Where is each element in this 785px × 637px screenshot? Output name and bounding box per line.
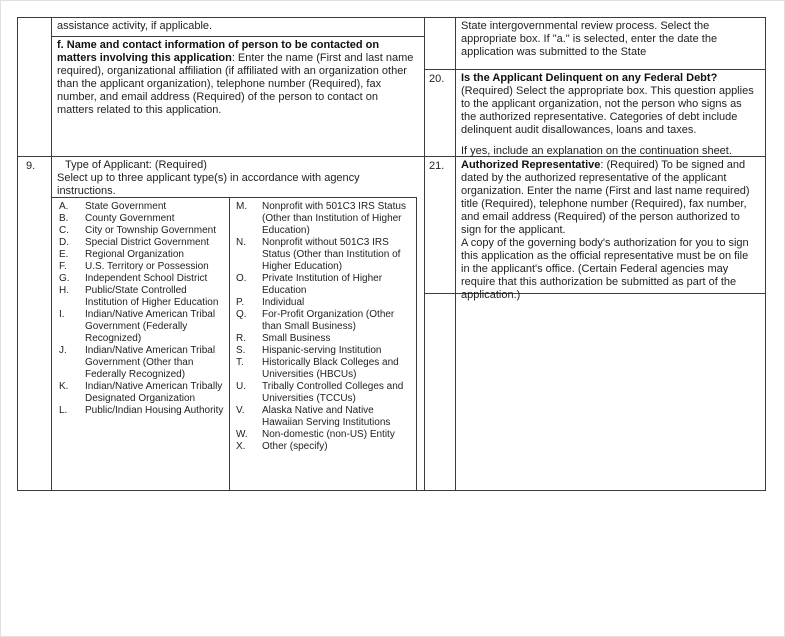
applicant-type-label: Nonprofit with 501C3 IRS Status (Other than Institution of Higher Education) — [262, 201, 406, 236]
item8f-heading: f. Name and contact information of person to be contacted on matters involving this application — [57, 39, 380, 64]
row-empty — [425, 294, 765, 490]
applicant-type-item — [236, 237, 414, 273]
applicant-type-item — [236, 405, 414, 429]
applicant-type-item — [59, 381, 227, 405]
applicant-type-letter: L. — [59, 405, 68, 416]
applicant-type-letter: O. — [236, 273, 247, 284]
item19-continuation-text: State intergovernmental review process. Select the appropriate box. If "a." is selected, enter the date the application was submitted to the State — [461, 20, 718, 58]
applicant-type-item — [59, 201, 227, 213]
applicant-type-label: Special District Government — [85, 237, 209, 248]
applicant-type-item — [59, 285, 227, 309]
applicant-type-item — [59, 213, 227, 225]
applicant-type-label: County Government — [85, 213, 175, 224]
applicant-type-label: Hispanic-serving Institution — [262, 345, 382, 356]
item9-content — [52, 157, 424, 490]
item21-number: 21. — [425, 157, 456, 293]
item9-title: Type of Applicant: (Required) — [65, 159, 207, 171]
applicant-type-item — [236, 441, 414, 453]
item20-note: If yes, include an explanation on the continuation sheet. — [461, 145, 732, 157]
applicant-type-item — [59, 273, 227, 285]
item-number-cell-empty — [425, 18, 456, 69]
applicant-type-letter: I. — [59, 309, 65, 320]
applicant-type-item — [236, 429, 414, 441]
applicant-type-letter: B. — [59, 213, 69, 224]
item20-content — [456, 70, 765, 156]
applicant-type-label: Public/Indian Housing Authority — [85, 405, 224, 416]
table-left-half — [18, 18, 425, 490]
applicant-type-label: Indian/Native American Tribally Designated Organization — [85, 381, 223, 404]
item8f-body: : Enter the name (First and last name required), organizational affiliation (if affiliated with an organization other than the applicant organization), telephone number (Required), fax number, and email address (Required) of the person to contact on matters related to this application. — [57, 52, 414, 116]
applicant-type-item — [59, 309, 227, 345]
applicant-type-letter: V. — [236, 405, 245, 416]
row-item19-continuation — [425, 18, 765, 70]
applicant-types-list-1 — [59, 201, 227, 417]
applicant-type-letter: W. — [236, 429, 248, 440]
instructions-table — [17, 17, 766, 491]
applicant-type-letter: J. — [59, 345, 67, 356]
applicant-types-list-2 — [236, 201, 414, 453]
applicant-types-col1 — [52, 198, 230, 490]
applicant-type-label: Indian/Native American Tribal Government (Other than Federally Recognized) — [85, 345, 216, 380]
applicant-type-item — [236, 309, 414, 333]
applicant-type-letter: N. — [236, 237, 246, 248]
applicant-type-label: Other (specify) — [262, 441, 328, 452]
applicant-type-letter: X. — [236, 441, 246, 452]
applicant-type-label: State Government — [85, 201, 167, 212]
applicant-type-item — [236, 381, 414, 405]
applicant-type-letter: S. — [236, 345, 246, 356]
item21-heading: Authorized Representative — [461, 159, 601, 171]
applicant-type-item — [236, 273, 414, 297]
item8-continuation-text: assistance activity, if applicable. — [57, 20, 213, 32]
applicant-type-item — [236, 297, 414, 309]
applicant-type-label: Small Business — [262, 333, 331, 344]
applicant-type-label: Public/State Controlled Institution of Higher Education — [85, 285, 219, 308]
item21-body: : (Required) To be signed and dated by the authorized representative of the applicant organization. Enter the name (First and last name required) title (Required), telephone number (Required), fax number, and email address (Required) of the person authorized to sign for the applicant. — [461, 159, 750, 236]
applicant-type-label: Independent School District — [85, 273, 208, 284]
applicant-type-item — [59, 405, 227, 417]
applicant-type-item — [59, 261, 227, 273]
applicant-type-letter: P. — [236, 297, 245, 308]
applicant-type-item — [236, 333, 414, 345]
item20-paragraph — [461, 72, 759, 137]
applicant-type-letter: D. — [59, 237, 69, 248]
applicant-type-label: Nonprofit without 501C3 IRS Status (Other than Institution of Higher Education) — [262, 237, 401, 272]
applicant-type-item — [59, 345, 227, 381]
item-number-cell-empty — [18, 18, 52, 156]
item9-subtitle: Select up to three applicant type(s) in accordance with agency instructions. — [57, 172, 360, 197]
item-number-cell-empty — [425, 294, 456, 490]
item9-number: 9. — [18, 157, 52, 490]
applicant-type-label: For-Profit Organization (Other than Small Business) — [262, 309, 395, 332]
item21-paragraph2: A copy of the governing body's authorization for you to sign this application as the official representative must be on file in the applicant's office. (Certain Federal agencies may require that this authorization be submitted as part of the application.) — [461, 237, 749, 301]
applicant-type-item — [236, 345, 414, 357]
item8f-box — [52, 36, 424, 156]
applicant-type-label: Historically Black Colleges and Universities (HBCUs) — [262, 357, 399, 380]
applicant-type-label: Tribally Controlled Colleges and Universities (TCCUs) — [262, 381, 404, 404]
applicant-type-letter: Q. — [236, 309, 247, 320]
applicant-type-label: Private Institution of Higher Education — [262, 273, 383, 296]
item19-continuation-content — [456, 18, 765, 69]
item8-continuation-content — [52, 18, 424, 156]
row-item9 — [18, 157, 424, 490]
applicant-types-col2 — [230, 198, 416, 490]
item20-number: 20. — [425, 70, 456, 156]
applicant-type-item — [236, 357, 414, 381]
applicant-type-item — [236, 201, 414, 237]
applicant-type-letter: F. — [59, 261, 67, 272]
applicant-type-item — [59, 237, 227, 249]
applicant-type-letter: C. — [59, 225, 69, 236]
applicant-type-letter: K. — [59, 381, 69, 392]
item21-paragraph — [461, 159, 759, 237]
applicant-type-label: Indian/Native American Tribal Government (Federally Recognized) — [85, 309, 216, 344]
applicant-type-label: City or Township Government — [85, 225, 216, 236]
table-right-half — [425, 18, 765, 490]
applicant-type-label: Individual — [262, 297, 305, 308]
row-item21 — [425, 157, 765, 301]
applicant-type-letter: H. — [59, 285, 69, 296]
applicant-type-letter: M. — [236, 201, 248, 212]
applicant-type-letter: T. — [236, 357, 244, 368]
item20-body: (Required) Select the appropriate box. This question applies to the applicant organization, not the person who signs as the authorized representative. Categories of debt include delinquent audit disallowances, loans and taxes. — [461, 85, 754, 136]
applicant-type-letter: U. — [236, 381, 246, 392]
item9-header — [52, 157, 424, 197]
row-item8-continuation — [18, 18, 424, 157]
applicant-types-table — [52, 197, 417, 490]
applicant-type-item — [59, 225, 227, 237]
item21-content — [456, 157, 765, 301]
applicant-type-letter: E. — [59, 249, 69, 260]
empty-cell — [456, 294, 765, 490]
applicant-type-label: U.S. Territory or Possession — [85, 261, 209, 272]
applicant-type-label: Non-domestic (non-US) Entity — [262, 429, 395, 440]
applicant-type-label: Alaska Native and Native Hawaiian Serving Institutions — [262, 405, 391, 428]
applicant-type-letter: G. — [59, 273, 70, 284]
applicant-type-label: Regional Organization — [85, 249, 184, 260]
applicant-type-letter: A. — [59, 201, 69, 212]
item20-heading: Is the Applicant Delinquent on any Federal Debt? — [461, 72, 718, 84]
row-item20 — [425, 70, 765, 157]
applicant-type-letter: R. — [236, 333, 246, 344]
applicant-type-item — [59, 249, 227, 261]
item8f-paragraph — [57, 39, 416, 117]
